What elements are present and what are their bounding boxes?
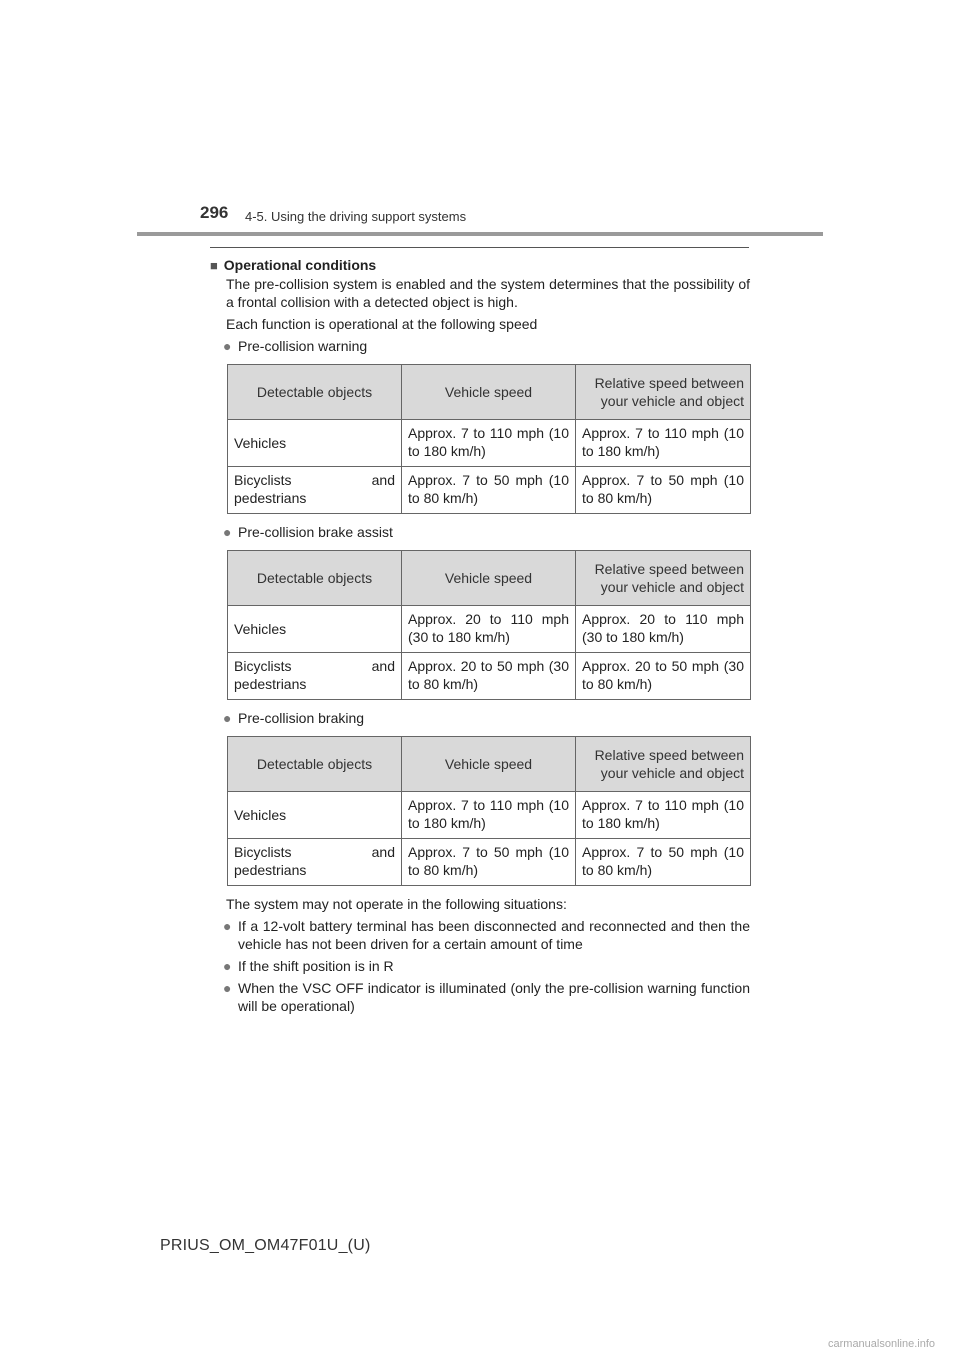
table-cell: Bicyclists and pedestrians: [228, 467, 402, 514]
square-bullet-icon: ■: [210, 258, 218, 273]
table-header-row: [228, 365, 751, 420]
page-number: 296: [200, 203, 229, 222]
table-cell: Approx. 7 to 110 mph (10 to 180 km/h): [576, 420, 751, 467]
table-row: [228, 606, 751, 653]
section-heading: [210, 256, 750, 275]
table-cell: Bicyclists and pedestrians: [228, 839, 402, 886]
document-code: PRIUS_OM_OM47F01U_(U): [160, 1237, 371, 1254]
table-cell: Vehicles: [228, 792, 402, 839]
table-cell: Approx. 20 to 110 mph (30 to 180 km/h): [402, 606, 576, 653]
header-relative-speed: Relative speed between your vehicle and object: [576, 737, 751, 792]
header-vehicle-speed: Vehicle speed: [402, 365, 576, 420]
content-divider: [210, 247, 749, 248]
table-row: [228, 467, 751, 514]
header-divider: [137, 232, 823, 236]
table-cell: Approx. 7 to 50 mph (10 to 80 km/h): [402, 839, 576, 886]
header-detectable-objects: Detectable objects: [228, 737, 402, 792]
table-cell: Approx. 7 to 110 mph (10 to 180 km/h): [402, 792, 576, 839]
header-detectable-objects: Detectable objects: [228, 551, 402, 606]
function-label-brake-assist: ● Pre-collision brake assist: [223, 524, 393, 540]
table-cell: Bicyclists and pedestrians: [228, 653, 402, 700]
table-cell: Approx. 20 to 50 mph (30 to 80 km/h): [402, 653, 576, 700]
speed-table-warning: [227, 364, 751, 514]
table-cell: Approx. 20 to 50 mph (30 to 80 km/h): [576, 653, 751, 700]
bullet-icon: ●: [223, 918, 232, 934]
table-cell: Approx. 7 to 50 mph (10 to 80 km/h): [402, 467, 576, 514]
table-cell: Approx. 7 to 50 mph (10 to 80 km/h): [576, 467, 751, 514]
function-label-braking: ● Pre-collision braking: [223, 710, 365, 726]
bullet-icon: ●: [223, 710, 232, 726]
section-title: 4-5. Using the driving support systems: [245, 209, 467, 224]
header-vehicle-speed: Vehicle speed: [402, 551, 576, 606]
header-relative-speed: Relative speed between your vehicle and object: [576, 365, 751, 420]
table-cell: Approx. 7 to 110 mph (10 to 180 km/h): [576, 792, 751, 839]
bullet-icon: ●: [223, 338, 232, 354]
header-detectable-objects: Detectable objects: [228, 365, 402, 420]
bullet-icon: ●: [223, 524, 232, 540]
list-item: ● When the VSC OFF indicator is illuminated (only the pre-collision warning function will be operational): [223, 980, 750, 1014]
header-vehicle-speed: Vehicle speed: [402, 737, 576, 792]
table-cell: Approx. 7 to 110 mph (10 to 180 km/h): [402, 420, 576, 467]
table-cell: Vehicles: [228, 606, 402, 653]
intro-paragraph: The pre-collision system is enabled and the system determines that the possibility of a frontal collision with a detected object is high.: [226, 276, 750, 310]
table-header-row: [228, 551, 751, 606]
table-row: [228, 839, 751, 886]
bullet-icon: ●: [223, 958, 232, 974]
header-relative-speed: Relative speed between your vehicle and object: [576, 551, 751, 606]
function-label-warning: ● Pre-collision warning: [223, 338, 368, 354]
not-operate-intro: The system may not operate in the following situations:: [226, 896, 567, 912]
watermark: carmanualsonline.info: [828, 1338, 936, 1350]
speed-table-brake-assist: [227, 550, 751, 700]
table-row: [228, 420, 751, 467]
speed-intro-paragraph: Each function is operational at the following speed: [226, 316, 538, 332]
bullet-icon: ●: [223, 980, 232, 996]
list-item: ● If the shift position is in R: [223, 958, 394, 974]
table-row: [228, 792, 751, 839]
list-item: ● If a 12-volt battery terminal has been disconnected and reconnected and then the vehicle has not been driven for a certain amount of time: [223, 918, 750, 952]
page-header: [0, 0, 960, 240]
section-heading-text: Operational conditions: [223, 257, 377, 273]
table-cell: Vehicles: [228, 420, 402, 467]
table-row: [228, 653, 751, 700]
table-cell: Approx. 20 to 110 mph (30 to 180 km/h): [576, 606, 751, 653]
table-cell: Approx. 7 to 50 mph (10 to 80 km/h): [576, 839, 751, 886]
speed-table-braking: [227, 736, 751, 886]
page-content: [210, 256, 750, 1015]
table-header-row: [228, 737, 751, 792]
